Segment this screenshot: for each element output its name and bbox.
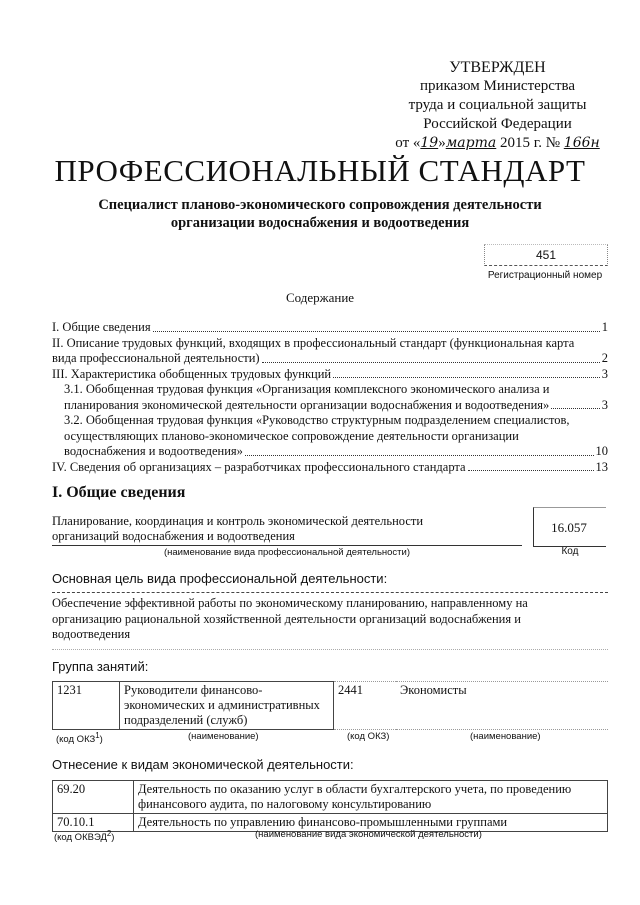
toc-entry[interactable]	[52, 460, 608, 476]
approval-line: приказом Министерства	[419, 78, 576, 94]
order-reference	[390, 134, 605, 153]
toc-entry-text: 3.2. Обобщенная трудовая функция «Руководство структурным подразделением специалистов,	[64, 413, 570, 427]
okved-code-cell: 70.10.1	[53, 814, 134, 832]
table-of-contents	[52, 320, 608, 475]
subtitle-line: Специалист планово-экономического сопровождения деятельности	[98, 197, 542, 213]
caption-text: )	[111, 832, 115, 844]
caption-text: )	[99, 734, 103, 746]
okz-code-cell: 2441	[334, 682, 397, 730]
approval-line: труда и социальной защиты	[408, 97, 587, 113]
occupation-name-cell: Руководители финансово-экономических и административных подразделений (служб)	[120, 682, 334, 730]
toc-entry-text: осуществляющих планово-экономическое сопровождение деятельности организации	[64, 428, 519, 443]
toc-entry-text: IV. Сведения об организациях – разработчиках профессионального стандарта	[52, 459, 466, 474]
okz-code-caption	[56, 731, 103, 745]
footnote-marker[interactable]: 2	[106, 829, 112, 838]
approval-line: Российской Федерации	[423, 116, 572, 132]
economic-activity-label: Отнесение к видам экономической деятельности:	[52, 757, 354, 772]
order-quote: »	[438, 135, 446, 151]
toc-entry-text: водоснабжения и водоотведения»	[64, 444, 243, 458]
occupation-group-label: Группа занятий:	[52, 659, 149, 674]
toc-entry[interactable]	[52, 413, 608, 460]
toc-entry-text: вида профессиональной деятельности)	[52, 351, 260, 365]
economic-activity-name-caption: (наименование вида экономической деятельности)	[255, 829, 482, 840]
okz-code-cell: 1231	[53, 682, 120, 730]
economic-activity-name-cell: Деятельность по управлению финансово-промышленными группами	[134, 814, 608, 832]
order-number: 166н	[563, 135, 600, 151]
toc-page-number: 3	[601, 366, 608, 381]
activity-kind-line: Планирование, координация и контроль экономической деятельности	[52, 514, 424, 528]
divider	[52, 545, 522, 546]
toc-entry-text: 3.1. Обобщенная трудовая функция «Организация комплексного экономического анализа и	[64, 382, 550, 396]
caption-text: (код ОКВЭД	[54, 832, 107, 844]
activity-code-label: Код	[561, 546, 579, 557]
occupation-group-table	[52, 681, 608, 730]
toc-entry[interactable]	[52, 382, 608, 413]
document-title: ПРОФЕССИОНАЛЬНЫЙ СТАНДАРТ	[54, 153, 586, 188]
economic-activity-table	[52, 780, 608, 832]
occupation-name-caption: (наименование)	[188, 731, 259, 742]
order-day: 19	[420, 135, 439, 151]
toc-entry[interactable]	[52, 367, 608, 383]
goal-text: Обеспечение эффективной работы по экономическому планированию, направленному на организацию рациональной хозяйственной деятельности организаций водоснабжения и водоотведения	[52, 596, 528, 641]
registration-number-label: Регистрационный номер	[487, 270, 603, 281]
toc-entry-text: планирования экономической деятельности организации водоснабжения и водоотведения»	[64, 397, 550, 412]
goal-label: Основная цель вида профессиональной деятельности:	[52, 571, 388, 586]
toc-entry[interactable]	[52, 320, 608, 336]
activity-kind-caption: (наименование вида профессиональной деятельности)	[163, 547, 411, 558]
approval-block	[390, 58, 605, 153]
caption-text: (код ОКЗ	[56, 734, 96, 746]
activity-kind-name	[52, 514, 482, 544]
okved-code-caption	[54, 829, 114, 843]
approval-heading: УТВЕРЖДЕН	[449, 59, 546, 76]
toc-page-number: 1	[601, 320, 608, 334]
table-row	[53, 781, 608, 814]
toc-page-number: 2	[601, 351, 608, 365]
activity-code-value: 16.057	[551, 520, 587, 535]
standard-subtitle	[70, 196, 570, 232]
registration-number-box: 451	[484, 244, 608, 266]
occupation-name-caption: (наименование)	[470, 731, 541, 742]
footnote-marker[interactable]: 1	[95, 731, 100, 740]
table-row	[53, 682, 609, 730]
okz-code-caption: (код ОКЗ)	[347, 731, 390, 742]
order-month: марта	[445, 135, 497, 151]
activity-kind-line: организаций водоснабжения и водоотведения	[52, 529, 295, 543]
contents-title: Содержание	[285, 290, 355, 305]
order-year: 2015 г. №	[500, 135, 561, 151]
toc-entry-text: I. Общие сведения	[52, 320, 151, 334]
economic-activity-name-cell: Деятельность по оказанию услуг в области бухгалтерского учета, по проведению финансового аудита, по налоговому консультированию	[134, 781, 608, 814]
okved-code-cell: 69.20	[53, 781, 134, 814]
toc-page-number: 13	[595, 459, 608, 474]
section-heading: I. Общие сведения	[52, 484, 186, 501]
occupation-name-cell: Экономисты	[396, 682, 608, 730]
toc-entry-text: II. Описание трудовых функций, входящих в профессиональный стандарт (функциональная карта	[52, 335, 575, 350]
subtitle-line: организации водоснабжения и водоотведения	[170, 215, 470, 231]
toc-entry-text: III. Характеристика обобщенных трудовых функций	[52, 366, 332, 381]
toc-page-number: 3	[601, 397, 608, 412]
toc-page-number: 10	[595, 444, 608, 458]
toc-entry[interactable]	[52, 336, 608, 367]
order-prefix: от «	[395, 135, 421, 151]
